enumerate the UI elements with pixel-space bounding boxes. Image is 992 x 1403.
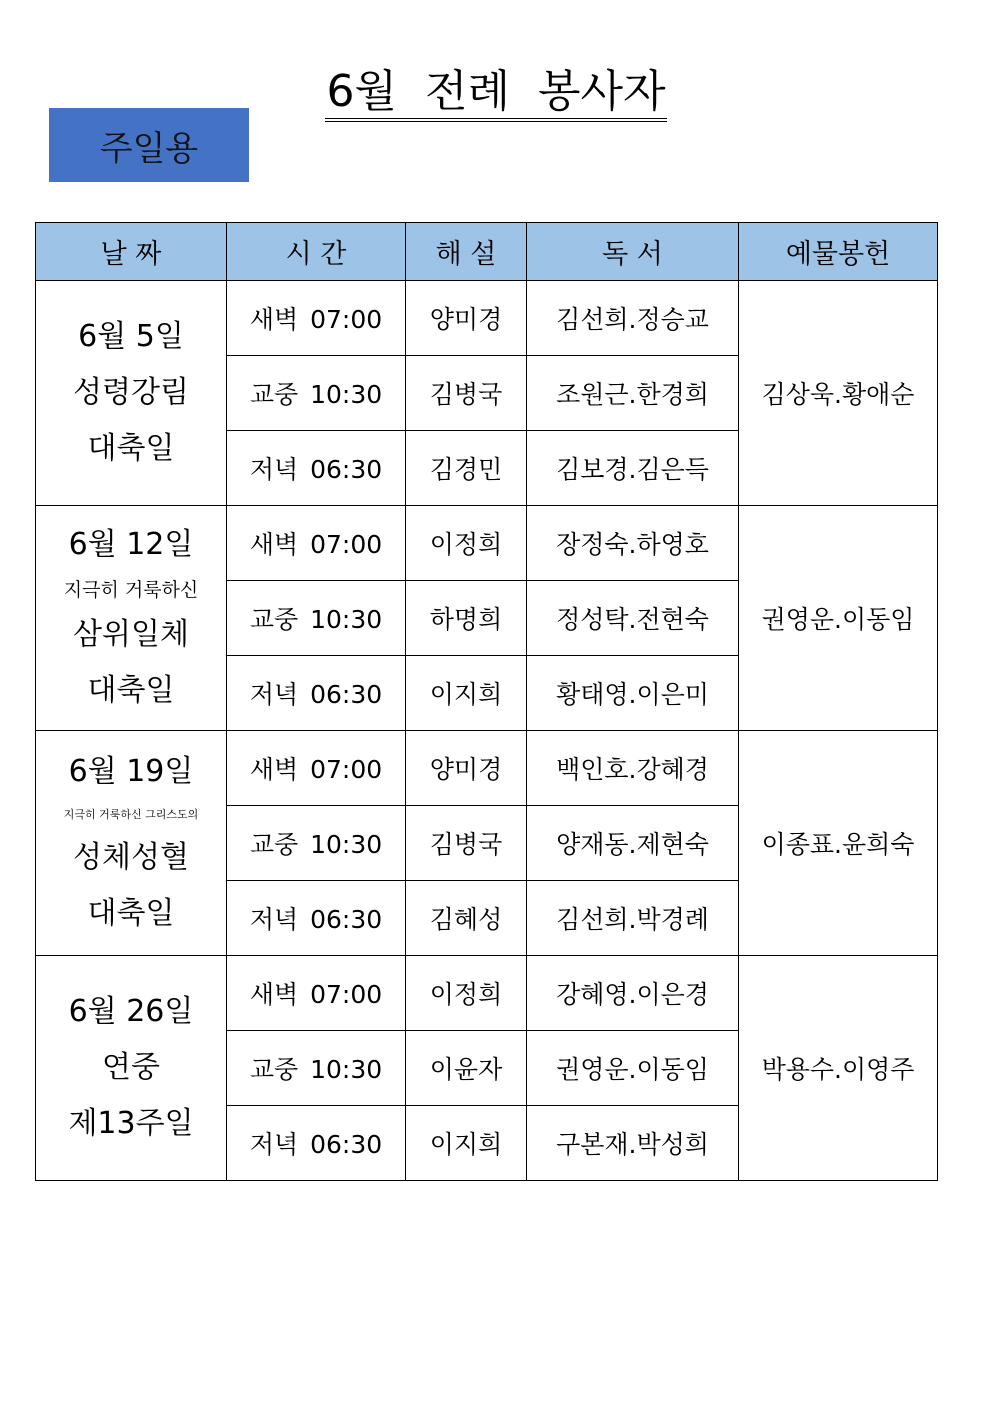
feast-line: 대축일 <box>87 431 175 466</box>
header-time: 시 간 <box>227 223 406 281</box>
mass-time: 07:00 <box>310 755 383 784</box>
header-date: 날 짜 <box>36 223 227 281</box>
time-cell <box>227 881 406 956</box>
sunday-badge <box>49 108 249 182</box>
time-cell <box>227 806 406 881</box>
mass-label: 저녁 <box>249 1130 299 1159</box>
date-cell <box>36 506 227 731</box>
header-commentator: 해 설 <box>406 223 527 281</box>
date-label: 6월 26일 <box>68 994 194 1029</box>
feast-line: 연중 <box>102 1050 160 1085</box>
table-row <box>36 956 938 1031</box>
time-cell <box>227 506 406 581</box>
table-row <box>36 731 938 806</box>
readers-cell: 황태영.이은미 <box>527 656 739 731</box>
mass-time: 06:30 <box>310 905 383 934</box>
commentator-cell: 하명희 <box>406 581 527 656</box>
table-row <box>36 506 938 581</box>
offering-cell: 김상욱.황애순 <box>739 281 938 506</box>
schedule-table <box>35 222 938 1181</box>
date-cell <box>36 281 227 506</box>
mass-time: 10:30 <box>310 830 383 859</box>
feast-subtitle: 지극히 거룩하신 그리스도의 <box>63 808 199 821</box>
time-cell <box>227 356 406 431</box>
commentator-cell: 이정희 <box>406 956 527 1031</box>
mass-label: 새벽 <box>249 980 299 1009</box>
time-cell <box>227 956 406 1031</box>
mass-time: 10:30 <box>310 605 383 634</box>
commentator-cell: 양미경 <box>406 281 527 356</box>
readers-cell: 권영운.이동임 <box>527 1031 739 1106</box>
mass-label: 교중 <box>249 830 299 859</box>
mass-label: 새벽 <box>249 530 299 559</box>
date-label: 6월 5일 <box>78 319 184 354</box>
date-label: 6월 12일 <box>68 527 194 562</box>
commentator-cell: 김경민 <box>406 431 527 506</box>
readers-cell: 구본재.박성희 <box>527 1106 739 1181</box>
feast-line: 제13주일 <box>68 1106 194 1141</box>
feast-line: 삼위일체 <box>73 617 189 652</box>
feast-line: 대축일 <box>87 896 175 931</box>
time-cell <box>227 731 406 806</box>
readers-cell: 백인호.강혜경 <box>527 731 739 806</box>
date-cell <box>36 956 227 1181</box>
commentator-cell: 김혜성 <box>406 881 527 956</box>
mass-time: 10:30 <box>310 1055 383 1084</box>
mass-time: 07:00 <box>310 980 383 1009</box>
readers-cell: 김선희.정승교 <box>527 281 739 356</box>
date-label: 6월 19일 <box>68 754 194 789</box>
mass-time: 07:00 <box>310 305 383 334</box>
time-cell <box>227 1106 406 1181</box>
mass-label: 새벽 <box>249 305 299 334</box>
mass-time: 06:30 <box>310 1130 383 1159</box>
mass-label: 새벽 <box>249 755 299 784</box>
feast-subtitle: 지극히 거룩하신 <box>63 579 199 601</box>
mass-label: 교중 <box>249 605 299 634</box>
readers-cell: 양재동.제현숙 <box>527 806 739 881</box>
commentator-cell: 이윤자 <box>406 1031 527 1106</box>
page-title-text: 6월 전례 봉사자 <box>325 66 668 122</box>
header-readers: 독 서 <box>527 223 739 281</box>
readers-cell: 김선희.박경례 <box>527 881 739 956</box>
commentator-cell: 김병국 <box>406 356 527 431</box>
table-row <box>36 281 938 356</box>
mass-label: 저녁 <box>249 905 299 934</box>
offering-cell: 권영운.이동임 <box>739 506 938 731</box>
feast-line: 성체성혈 <box>73 840 189 875</box>
commentator-cell: 이지희 <box>406 1106 527 1181</box>
feast-line: 성령강림 <box>73 375 189 410</box>
commentator-cell: 김병국 <box>406 806 527 881</box>
mass-time: 07:00 <box>310 530 383 559</box>
time-cell <box>227 281 406 356</box>
commentator-cell: 이지희 <box>406 656 527 731</box>
time-cell <box>227 1031 406 1106</box>
mass-time: 06:30 <box>310 680 383 709</box>
offering-cell: 이종표.윤희숙 <box>739 731 938 956</box>
commentator-cell: 양미경 <box>406 731 527 806</box>
time-cell <box>227 656 406 731</box>
mass-time: 10:30 <box>310 380 383 409</box>
offering-cell: 박용수.이영주 <box>739 956 938 1181</box>
mass-label: 교중 <box>249 1055 299 1084</box>
readers-cell: 정성탁.전현숙 <box>527 581 739 656</box>
time-cell <box>227 431 406 506</box>
sunday-badge-label: 주일용 <box>99 128 199 169</box>
header-offering: 예물봉헌 <box>739 223 938 281</box>
commentator-cell: 이정희 <box>406 506 527 581</box>
header-row <box>36 223 938 281</box>
mass-label: 저녁 <box>249 680 299 709</box>
date-cell <box>36 731 227 956</box>
mass-label: 저녁 <box>249 455 299 484</box>
readers-cell: 장정숙.하영호 <box>527 506 739 581</box>
readers-cell: 강혜영.이은경 <box>527 956 739 1031</box>
feast-line: 대축일 <box>87 673 175 708</box>
time-cell <box>227 581 406 656</box>
mass-label: 교중 <box>249 380 299 409</box>
readers-cell: 조원근.한경희 <box>527 356 739 431</box>
readers-cell: 김보경.김은득 <box>527 431 739 506</box>
mass-time: 06:30 <box>310 455 383 484</box>
